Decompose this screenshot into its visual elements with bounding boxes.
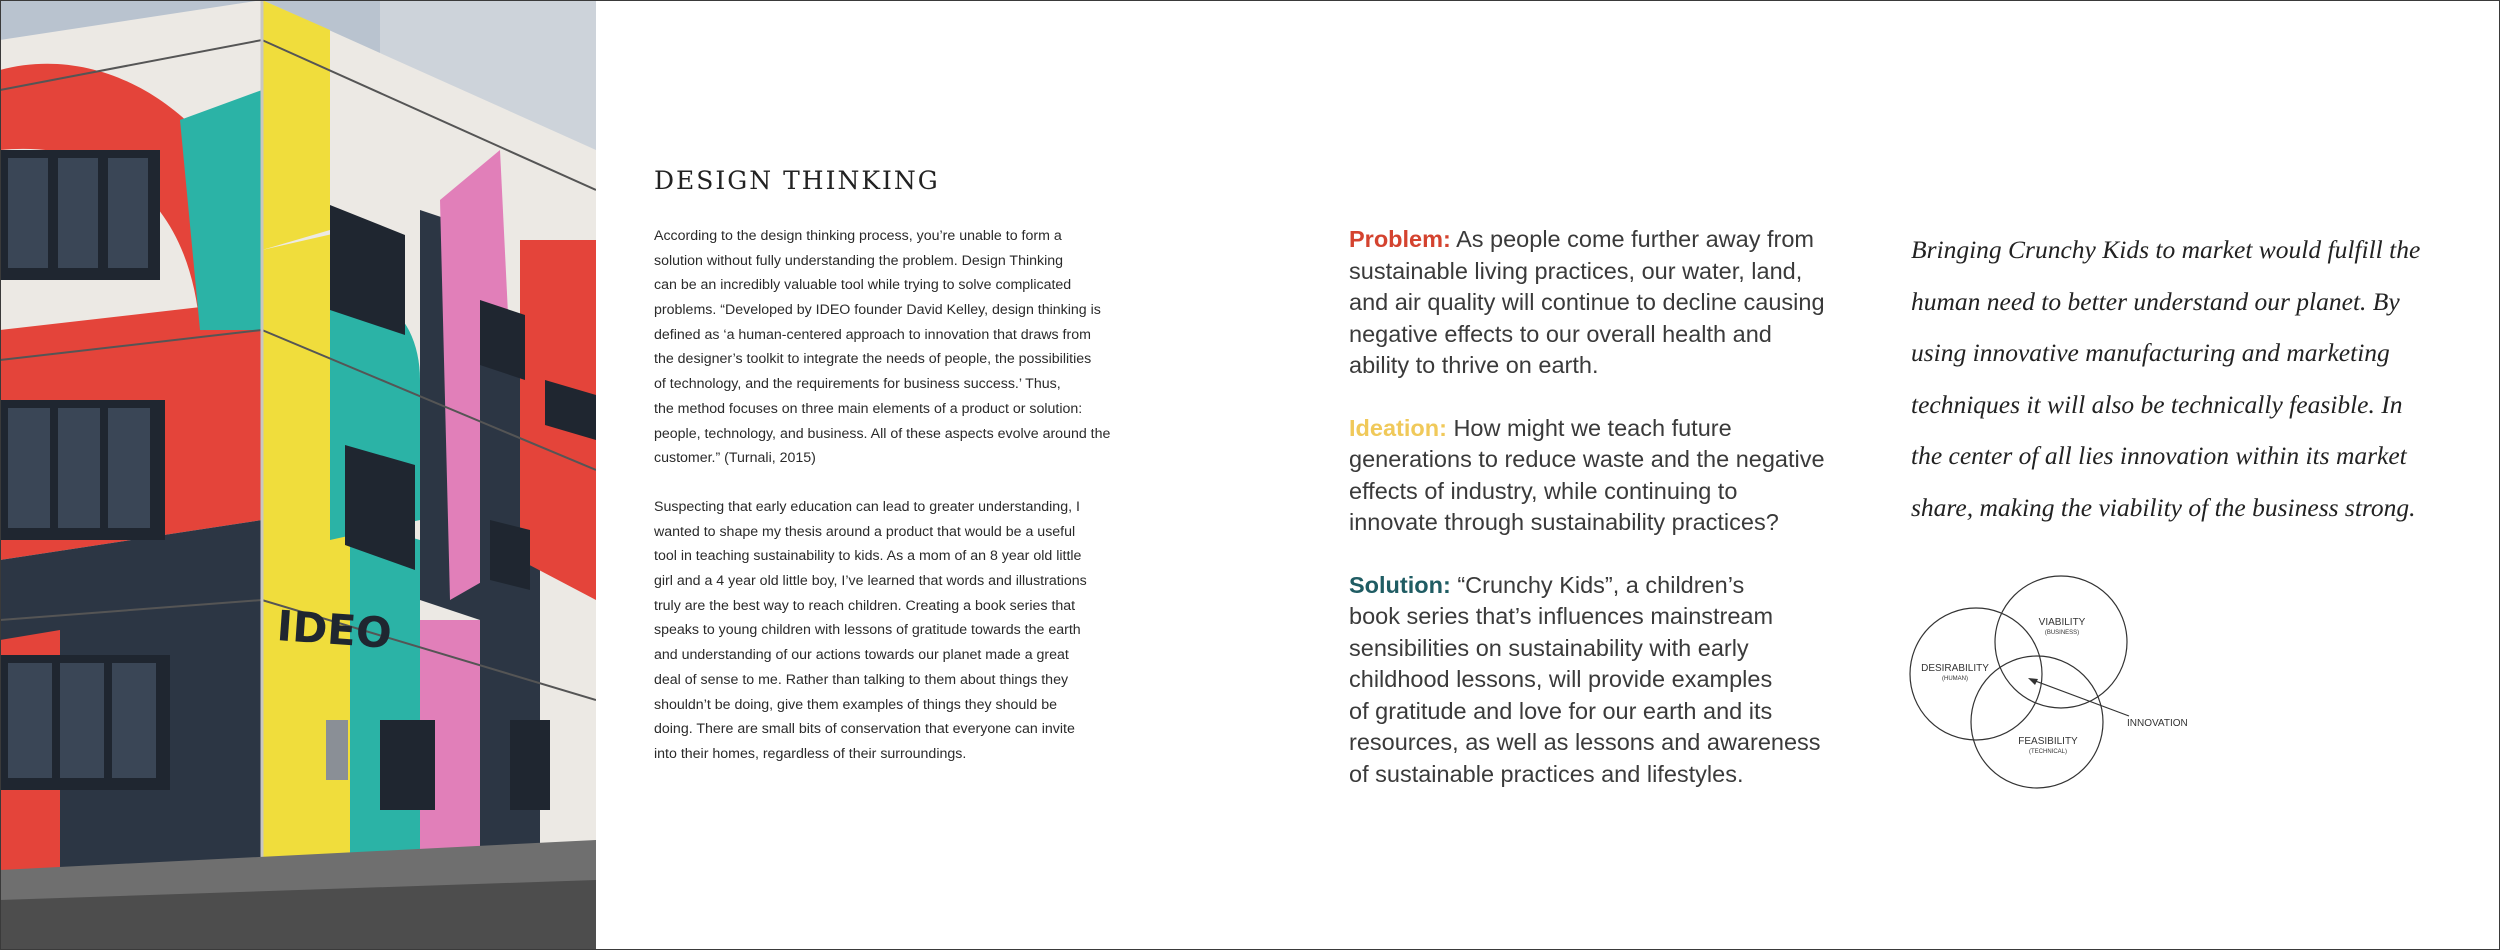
text-line: defined as ‘a human-centered approach to innovation that draws from <box>654 326 1091 343</box>
quote-line: human need to better understand our planet. By <box>1911 286 2400 316</box>
paragraph-thesis-motivation <box>654 495 1150 767</box>
problem-ideation-solution-column <box>1349 224 1859 821</box>
text-line: Suspecting that early education can lead to greater understanding, I <box>654 499 1080 515</box>
solution-text-start: “Crunchy Kids”, a children’s <box>1450 571 1745 598</box>
ideation-block <box>1349 413 1859 539</box>
text-line: of sustainable practices and lifestyles. <box>1349 760 1744 787</box>
text-line: the designer’s toolkit to integrate the needs of people, the possibilities <box>654 351 1092 368</box>
text-line: wanted to shape my thesis around a product that would be a useful <box>654 523 1076 540</box>
svg-text:IDEO: IDEO <box>275 601 394 658</box>
text-line: of technology, and the requirements for business success.’ Thus, <box>654 376 1061 393</box>
problem-block <box>1349 224 1859 382</box>
text-line: into their homes, regardless of their surroundings. <box>654 745 967 762</box>
quote-line: Bringing Crunchy Kids to market would fulfill the <box>1911 235 2421 264</box>
text-line: and understanding of our actions towards our planet made a great <box>654 647 1069 664</box>
text-line: of gratitude and love for our earth and its <box>1349 697 1773 724</box>
text-line: shouldn’t be doing, give them examples of things they should be <box>654 696 1058 713</box>
text-line: problems. “Developed by IDEO founder David Kelley, design thinking is <box>654 302 1101 319</box>
solution-block <box>1349 570 1859 791</box>
text-line: ability to thrive on earth. <box>1349 352 1599 378</box>
innovation-pointer-arrowhead <box>2028 678 2038 685</box>
text-line: generations to reduce waste and the negative <box>1349 446 1825 472</box>
text-line: innovate through sustainability practices? <box>1349 509 1779 535</box>
ideation-label: Ideation: <box>1349 414 1447 441</box>
desirability-label: DESIRABILITY <box>1921 663 1989 674</box>
feasibility-sub-label: (TECHNICAL) <box>2028 749 2068 755</box>
text-line: deal of sense to me. Rather than talking to them about things they <box>654 671 1069 688</box>
design-thinking-venn-diagram <box>1905 570 2210 795</box>
solution-label: Solution: <box>1349 571 1451 598</box>
text-line: people, technology, and business. All of these aspects evolve around the <box>654 425 1111 442</box>
text-line: childhood lessons, will provide examples <box>1349 666 1773 692</box>
quote-line: using innovative manufacturing and marketing <box>1911 338 2390 367</box>
viability-label: VIABILITY <box>2038 617 2086 628</box>
text-line: truly are the best way to reach children. Creating a book series that <box>654 597 1076 614</box>
viability-sub-label: (BUSINESS) <box>2044 630 2080 636</box>
text-line: resources, as well as lessons and awareness <box>1349 729 1821 755</box>
text-line: effects of industry, while continuing to <box>1349 477 1738 504</box>
viability-circle <box>1995 576 2127 708</box>
text-line: the method focuses on three main elements of a product or solution: <box>654 400 1083 417</box>
section-title: DESIGN THINKING <box>654 166 940 195</box>
text-line: negative effects to our overall health and <box>1349 320 1772 347</box>
innovation-pointer-line <box>2030 679 2129 716</box>
text-line: solution without fully understanding the problem. Design Thinking <box>654 252 1064 269</box>
text-line: book series that’s influences mainstream <box>1349 603 1774 629</box>
text-line: can be an incredibly valuable tool while trying to solve complicated <box>654 277 1072 294</box>
text-line: sustainable living practices, our water, land, <box>1349 257 1803 284</box>
problem-text-start: As people come further away from <box>1450 226 1814 252</box>
text-line: girl and a 4 year old little boy, I’ve learned that words and illustrations <box>654 573 1087 590</box>
pull-quote <box>1911 224 2471 533</box>
text-line: customer.” (Turnali, 2015) <box>654 450 816 467</box>
paragraph-design-thinking <box>654 224 1150 471</box>
desirability-sub-label: (HUMAN) <box>1942 676 1968 682</box>
text-line: doing. There are small bits of conservation that everyone can invite <box>654 721 1075 738</box>
text-line: sensibilities on sustainability with early <box>1349 634 1749 661</box>
ideation-text-start: How might we teach future <box>1446 414 1732 441</box>
quote-line: the center of all lies innovation within its market <box>1911 441 2407 470</box>
quote-line: share, making the viability of the business strong. <box>1911 492 2416 522</box>
desirability-circle <box>1910 608 2042 740</box>
text-line: According to the design thinking process, you’re unable to form a <box>654 228 1062 244</box>
ideo-building-photo <box>0 0 596 950</box>
feasibility-circle <box>1971 656 2103 788</box>
feasibility-label: FEASIBILITY <box>2018 736 2078 747</box>
innovation-label: INNOVATION <box>2127 718 2188 729</box>
text-line: tool in teaching sustainability to kids. As a mom of an 8 year old little <box>654 548 1082 565</box>
text-line: and air quality will continue to decline causing <box>1349 289 1825 315</box>
problem-label: Problem: <box>1349 226 1451 252</box>
text-line: speaks to young children with lessons of gratitude towards the earth <box>654 622 1081 639</box>
quote-line: techniques it will also be technically feasible. In <box>1911 389 2403 419</box>
